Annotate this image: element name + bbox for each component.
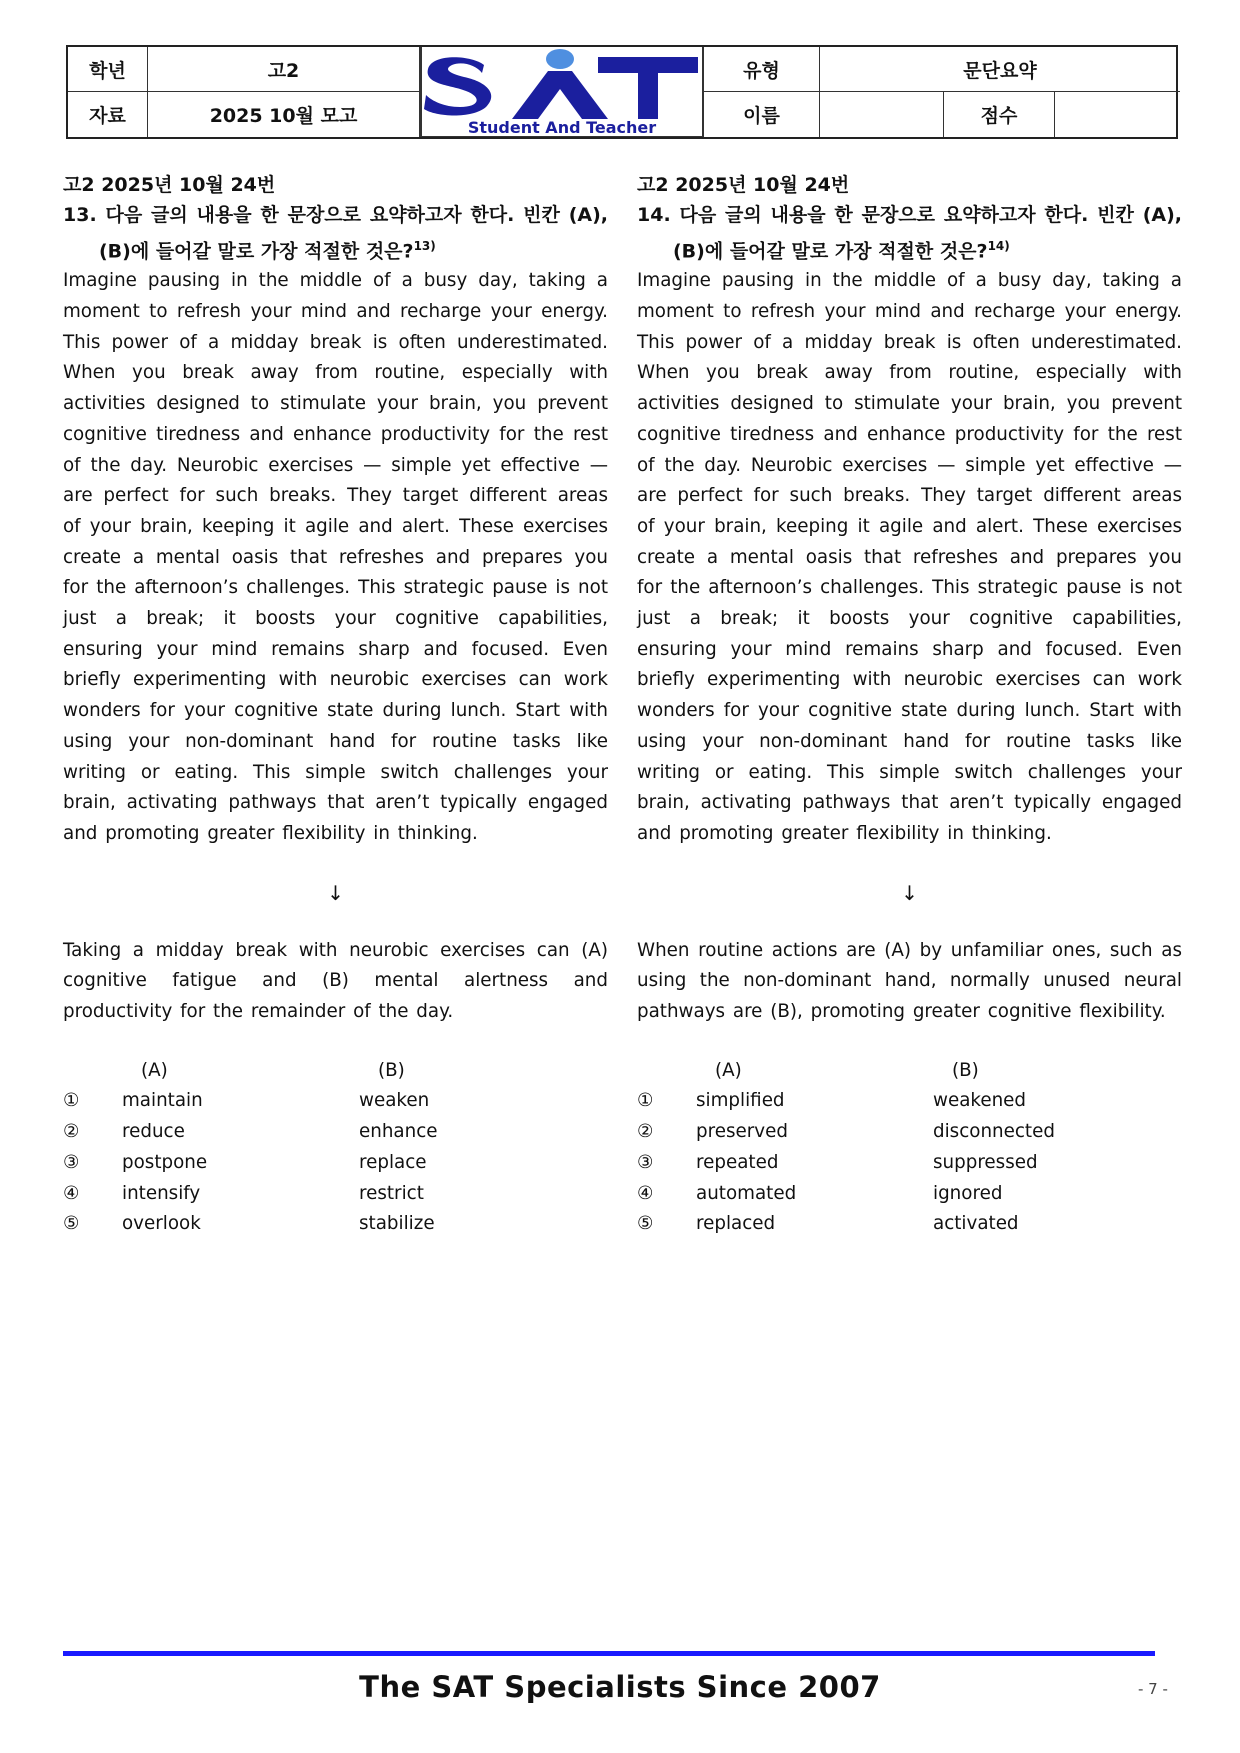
choice-header-a: (A) (715, 1059, 742, 1081)
question-title (63, 200, 608, 266)
type-label: 유형 (704, 47, 820, 92)
choice-a: simplified (696, 1090, 785, 1112)
material-value: 2025 10월 모고 (148, 92, 420, 137)
choice-4[interactable] (637, 1179, 1182, 1210)
choice-a: intensify (122, 1182, 201, 1204)
choice-header-a: (A) (141, 1059, 168, 1081)
passage: Imagine pausing in the middle of a busy day, taking a moment to refresh your mind and recharge your energy. This power of a midday break is often underestimated. When you break away from routine, especially with activities designed to stimulate your brain, you prevent cognitive tiredness and enhance productivity for the rest of the day. Neurobic exercises — simple yet effective — are perfect for such breaks. They target different areas of your brain, keeping it agile and alert. These exercises create a mental oasis that refreshes and prepares you for the afternoon’s challenges. This strategic pause is not just a break; it boosts your cognitive capabilities, ensuring your mind remains sharp and focused. Even briefly experimenting with neurobic exercises can work wonders for your cognitive state during lunch. Start with using your non-dominant hand for routine tasks like writing or eating. This simple switch challenges your brain, activating pathways that aren’t typically engaged and promoting greater flexibility in thinking. (63, 270, 608, 844)
choice-b: stabilize (359, 1213, 435, 1235)
down-arrow-icon: ↓ (901, 880, 918, 905)
footer-slogan: The SAT Specialists Since 2007 (359, 1670, 881, 1704)
choice-5[interactable] (63, 1209, 608, 1240)
question-title-text: 13. 다음 글의 내용을 한 문장으로 요약하고자 한다. 빈칸 (A), (B)에 들어갈 말로 가장 적절한 것은? (63, 204, 608, 262)
choice-b: ignored (933, 1182, 1003, 1204)
down-arrow-icon: ↓ (327, 880, 344, 905)
footnote-marker: 13) (413, 238, 436, 253)
sat-logo (420, 47, 704, 137)
choice-a: maintain (122, 1090, 203, 1112)
choice-b: weakened (933, 1090, 1027, 1112)
question-title-text: 14. 다음 글의 내용을 한 문장으로 요약하고자 한다. 빈칸 (A), (B)에 들어갈 말로 가장 적절한 것은? (637, 204, 1182, 262)
choice-1[interactable] (63, 1086, 608, 1117)
choice-b: activated (933, 1213, 1019, 1235)
choice-number: ③ (637, 1151, 654, 1173)
grade-value: 고2 (148, 47, 420, 92)
choice-number: ① (63, 1090, 80, 1112)
summary-sentence: When routine actions are (A) by unfamiliar ones, such as using the non-dominant hand, normally unused neural pathways are (B), promoting greater cognitive flexibility. (637, 939, 1182, 1023)
choice-header-b: (B) (952, 1059, 979, 1081)
choice-a: repeated (696, 1151, 779, 1173)
question-title (637, 200, 1182, 266)
choice-b: disconnected (933, 1121, 1055, 1143)
footnote-marker: 14) (987, 238, 1010, 253)
type-value: 문단요약 (820, 47, 1180, 92)
name-field[interactable] (820, 92, 944, 137)
summary-sentence: Taking a midday break with neurobic exercises can (A) cognitive fatigue and (B) mental alertness and productivity for the remainder of the day. (63, 939, 608, 1023)
header-table (66, 45, 1178, 139)
choice-number: ③ (63, 1151, 80, 1173)
choice-header (637, 1056, 1182, 1087)
choice-a: replaced (696, 1213, 776, 1235)
choice-3[interactable] (637, 1148, 1182, 1179)
choice-a: preserved (696, 1121, 788, 1143)
choice-b: enhance (359, 1121, 438, 1143)
choice-a: reduce (122, 1121, 185, 1143)
choice-number: ① (637, 1090, 654, 1112)
question-source: 고2 2025년 10월 24번 (637, 174, 850, 196)
choice-b: weaken (359, 1090, 430, 1112)
choice-b: restrict (359, 1182, 424, 1204)
choice-number: ⑤ (63, 1213, 80, 1235)
question-13 (63, 170, 608, 1240)
choice-number: ④ (637, 1182, 654, 1204)
question-14 (637, 170, 1182, 1240)
choice-a: overlook (122, 1213, 201, 1235)
logo-tagline: Student And Teacher (467, 117, 657, 137)
passage: Imagine pausing in the middle of a busy day, taking a moment to refresh your mind and recharge your energy. This power of a midday break is often underestimated. When you break away from routine, especially with activities designed to stimulate your brain, you prevent cognitive tiredness and enhance productivity for the rest of the day. Neurobic exercises — simple yet effective — are perfect for such breaks. They target different areas of your brain, keeping it agile and alert. These exercises create a mental oasis that refreshes and prepares you for the afternoon’s challenges. This strategic pause is not just a break; it boosts your cognitive capabilities, ensuring your mind remains sharp and focused. Even briefly experimenting with neurobic exercises can work wonders for your cognitive state during lunch. Start with using your non-dominant hand for routine tasks like writing or eating. This simple switch challenges your brain, activating pathways that aren’t typically engaged and promoting greater flexibility in thinking. (637, 270, 1182, 844)
score-label: 점수 (944, 92, 1055, 137)
choice-number: ⑤ (637, 1213, 654, 1235)
choice-header-b: (B) (378, 1059, 405, 1081)
page-number: - 7 - (1138, 1680, 1168, 1698)
choice-a: postpone (122, 1151, 208, 1173)
sat-logo-graphic (422, 47, 702, 137)
choice-2[interactable] (63, 1117, 608, 1148)
question-source: 고2 2025년 10월 24번 (63, 174, 276, 196)
score-field[interactable] (1055, 92, 1180, 137)
choice-number: ② (63, 1121, 80, 1143)
choice-b: replace (359, 1151, 427, 1173)
choice-b: suppressed (933, 1151, 1038, 1173)
choice-4[interactable] (63, 1179, 608, 1210)
choice-2[interactable] (637, 1117, 1182, 1148)
choice-number: ④ (63, 1182, 80, 1204)
answer-choices (63, 1056, 608, 1240)
choice-header (63, 1056, 608, 1087)
material-label: 자료 (68, 92, 148, 137)
name-label: 이름 (704, 92, 820, 137)
choice-5[interactable] (637, 1209, 1182, 1240)
answer-choices (637, 1056, 1182, 1240)
grade-label: 학년 (68, 47, 148, 92)
choice-number: ② (637, 1121, 654, 1143)
footer-divider (63, 1651, 1155, 1656)
choice-1[interactable] (637, 1086, 1182, 1117)
choice-3[interactable] (63, 1148, 608, 1179)
choice-a: automated (696, 1182, 797, 1204)
